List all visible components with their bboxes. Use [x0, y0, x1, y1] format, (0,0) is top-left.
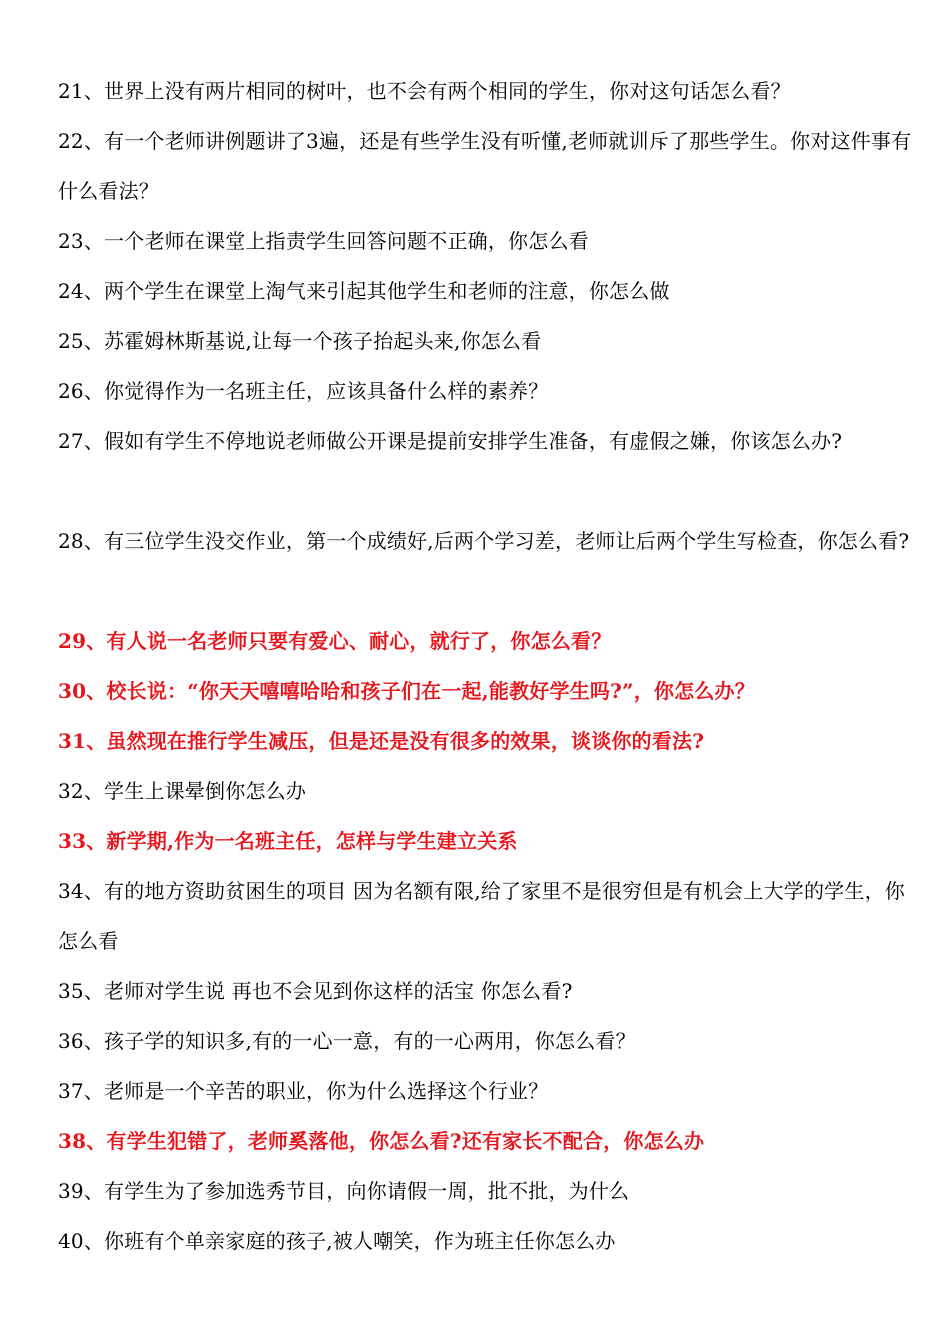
question-39: 39、有学生为了参加选秀节目，向你请假一周，批不批，为什么 — [58, 1179, 630, 1203]
question-26: 26、你觉得作为一名班主任，应该具备什么样的素养？ — [58, 379, 549, 403]
question-30: 30、校长说：“你天天嘻嘻哈哈和孩子们在一起,能教好学生吗?”，你怎么办？ — [58, 679, 755, 703]
question-25: 25、苏霍姆林斯基说,让每一个孩子抬起头来,你怎么看 — [58, 329, 542, 353]
question-38: 38、有学生犯错了，老师奚落他，你怎么看?还有家长不配合，你怎么办 — [58, 1129, 705, 1153]
question-40: 40、你班有个单亲家庭的孩子,被人嘲笑，作为班主任你怎么办 — [58, 1229, 616, 1253]
question-27: 27、假如有学生不停地说老师做公开课是提前安排学生准备，有虚假之嫌，你该怎么办? — [58, 429, 843, 453]
question-29: 29、有人说一名老师只要有爱心、耐心，就行了，你怎么看？ — [58, 629, 612, 653]
question-24: 24、两个学生在课堂上淘气来引起其他学生和老师的注意，你怎么做 — [58, 279, 670, 303]
question-21: 21、世界上没有两片相同的树叶，也不会有两个相同的学生，你对这句话怎么看？ — [58, 79, 791, 103]
question-23: 23、一个老师在课堂上指责学生回答问题不正确，你怎么看 — [58, 229, 589, 253]
question-28: 28、有三位学生没交作业，第一个成绩好,后两个学习差，老师让后两个学生写检查，你怎么看? — [58, 529, 910, 553]
question-33: 33、新学期,作为一名班主任，怎样与学生建立关系 — [58, 829, 518, 853]
question-36: 36、孩子学的知识多,有的一心一意，有的一心两用，你怎么看？ — [58, 1029, 636, 1053]
question-22: 22、有一个老师讲例题讲了3遍，还是有些学生没有听懂,老师就训斥了那些学生。你对这件事有什么看法？ — [58, 129, 912, 203]
question-list — [58, 66, 918, 1266]
question-34: 34、有的地方资助贫困生的项目 因为名额有限,给了家里不是很穷但是有机会上大学的学生，你怎么看 — [58, 879, 905, 953]
question-32: 32、学生上课晕倒你怎么办 — [58, 779, 307, 803]
question-37: 37、老师是一个辛苦的职业，你为什么选择这个行业？ — [58, 1079, 549, 1103]
question-31: 31、虽然现在推行学生减压，但是还是没有很多的效果，谈谈你的看法? — [58, 729, 705, 753]
question-35: 35、老师对学生说 再也不会见到你这样的活宝 你怎么看? — [58, 979, 573, 1003]
